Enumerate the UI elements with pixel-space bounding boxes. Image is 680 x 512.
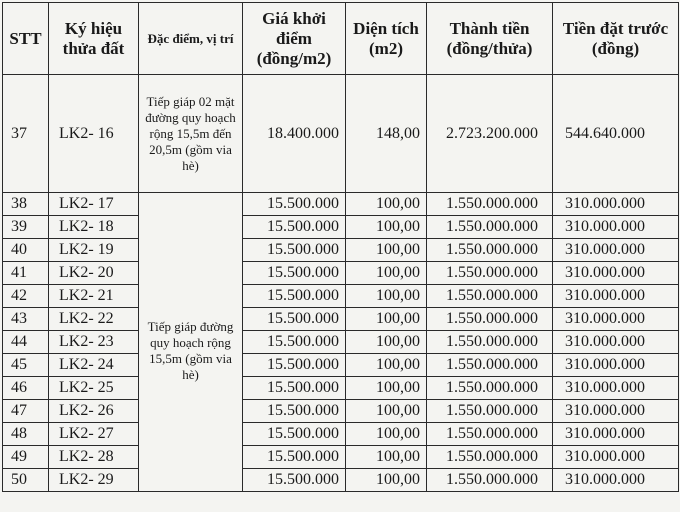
- row-price: 18.400.000: [243, 75, 346, 193]
- row-deposit: 310.000.000: [553, 216, 679, 239]
- row-area: 100,00: [346, 193, 427, 216]
- row-area: 100,00: [346, 285, 427, 308]
- table-row: [3, 308, 679, 331]
- row-deposit: 310.000.000: [553, 400, 679, 423]
- row-price: 15.500.000: [243, 469, 346, 492]
- row-price: 15.500.000: [243, 239, 346, 262]
- row-stt: 46: [3, 377, 49, 400]
- row-total: 1.550.000.000: [427, 446, 553, 469]
- row-stt: 40: [3, 239, 49, 262]
- row-area: 100,00: [346, 239, 427, 262]
- row-lot: LK2- 22: [49, 308, 139, 331]
- row-lot: LK2- 24: [49, 354, 139, 377]
- header-total: Thành tiền (đồng/thửa): [427, 3, 553, 75]
- row-total: 1.550.000.000: [427, 377, 553, 400]
- row-lot: LK2- 16: [49, 75, 139, 193]
- row-lot: LK2- 26: [49, 400, 139, 423]
- row-area: 100,00: [346, 469, 427, 492]
- row-description: Tiếp giáp 02 mặt đường quy hoạch rộng 15,5m đến 20,5m (gồm via hè): [139, 75, 243, 193]
- row-lot: LK2- 19: [49, 239, 139, 262]
- row-lot: LK2- 20: [49, 262, 139, 285]
- row-total: 1.550.000.000: [427, 216, 553, 239]
- table-row: [3, 469, 679, 492]
- row-lot: LK2- 18: [49, 216, 139, 239]
- row-deposit: 310.000.000: [553, 354, 679, 377]
- table-row: [3, 285, 679, 308]
- row-deposit: 544.640.000: [553, 75, 679, 193]
- header-description: Đặc điểm, vị trí: [139, 3, 243, 75]
- row-stt: 44: [3, 331, 49, 354]
- row-stt: 48: [3, 423, 49, 446]
- header-deposit: Tiền đặt trước (đồng): [553, 3, 679, 75]
- row-stt: 41: [3, 262, 49, 285]
- land-lot-table: [2, 2, 679, 492]
- row-total: 1.550.000.000: [427, 423, 553, 446]
- row-deposit: 310.000.000: [553, 446, 679, 469]
- header-starting-price: Giá khởi điểm (đồng/m2): [243, 3, 346, 75]
- row-total: 1.550.000.000: [427, 400, 553, 423]
- row-stt: 50: [3, 469, 49, 492]
- row-total: 2.723.200.000: [427, 75, 553, 193]
- table-row: [3, 400, 679, 423]
- table-row: [3, 262, 679, 285]
- row-total: 1.550.000.000: [427, 262, 553, 285]
- row-lot: LK2- 28: [49, 446, 139, 469]
- row-price: 15.500.000: [243, 354, 346, 377]
- row-area: 100,00: [346, 216, 427, 239]
- header-row: [3, 3, 679, 75]
- row-area: 100,00: [346, 354, 427, 377]
- row-lot: LK2- 21: [49, 285, 139, 308]
- row-total: 1.550.000.000: [427, 308, 553, 331]
- row-price: 15.500.000: [243, 423, 346, 446]
- row-price: 15.500.000: [243, 377, 346, 400]
- header-lot: Ký hiệu thửa đất: [49, 3, 139, 75]
- row-price: 15.500.000: [243, 331, 346, 354]
- row-stt: 42: [3, 285, 49, 308]
- row-lot: LK2- 27: [49, 423, 139, 446]
- row-deposit: 310.000.000: [553, 193, 679, 216]
- row-deposit: 310.000.000: [553, 331, 679, 354]
- row-deposit: 310.000.000: [553, 285, 679, 308]
- row-stt: 45: [3, 354, 49, 377]
- table-row: [3, 331, 679, 354]
- row-total: 1.550.000.000: [427, 354, 553, 377]
- row-stt: 39: [3, 216, 49, 239]
- row-area: 100,00: [346, 423, 427, 446]
- row-total: 1.550.000.000: [427, 331, 553, 354]
- row-deposit: 310.000.000: [553, 239, 679, 262]
- row-deposit: 310.000.000: [553, 469, 679, 492]
- row-area: 100,00: [346, 262, 427, 285]
- row-total: 1.550.000.000: [427, 469, 553, 492]
- row-price: 15.500.000: [243, 193, 346, 216]
- row-stt: 49: [3, 446, 49, 469]
- row-lot: LK2- 29: [49, 469, 139, 492]
- table-row: [3, 75, 679, 193]
- row-total: 1.550.000.000: [427, 285, 553, 308]
- row-description: Tiếp giáp đường quy hoạch rộng 15,5m (gồm via hè): [139, 193, 243, 492]
- table-row: [3, 216, 679, 239]
- row-deposit: 310.000.000: [553, 262, 679, 285]
- row-total: 1.550.000.000: [427, 193, 553, 216]
- row-deposit: 310.000.000: [553, 423, 679, 446]
- row-deposit: 310.000.000: [553, 308, 679, 331]
- row-price: 15.500.000: [243, 262, 346, 285]
- row-stt: 38: [3, 193, 49, 216]
- row-price: 15.500.000: [243, 446, 346, 469]
- table-row: [3, 354, 679, 377]
- row-area: 100,00: [346, 377, 427, 400]
- row-price: 15.500.000: [243, 216, 346, 239]
- row-area: 100,00: [346, 331, 427, 354]
- row-area: 100,00: [346, 308, 427, 331]
- row-price: 15.500.000: [243, 400, 346, 423]
- table-row: [3, 446, 679, 469]
- header-stt: STT: [3, 3, 49, 75]
- table-row: [3, 193, 679, 216]
- row-stt: 47: [3, 400, 49, 423]
- row-area: 100,00: [346, 446, 427, 469]
- row-lot: LK2- 23: [49, 331, 139, 354]
- row-price: 15.500.000: [243, 285, 346, 308]
- header-area: Diện tích (m2): [346, 3, 427, 75]
- row-stt: 43: [3, 308, 49, 331]
- row-deposit: 310.000.000: [553, 377, 679, 400]
- row-lot: LK2- 17: [49, 193, 139, 216]
- row-total: 1.550.000.000: [427, 239, 553, 262]
- table-row: [3, 239, 679, 262]
- table-row: [3, 423, 679, 446]
- row-area: 148,00: [346, 75, 427, 193]
- row-stt: 37: [3, 75, 49, 193]
- row-area: 100,00: [346, 400, 427, 423]
- table-row: [3, 377, 679, 400]
- row-lot: LK2- 25: [49, 377, 139, 400]
- row-price: 15.500.000: [243, 308, 346, 331]
